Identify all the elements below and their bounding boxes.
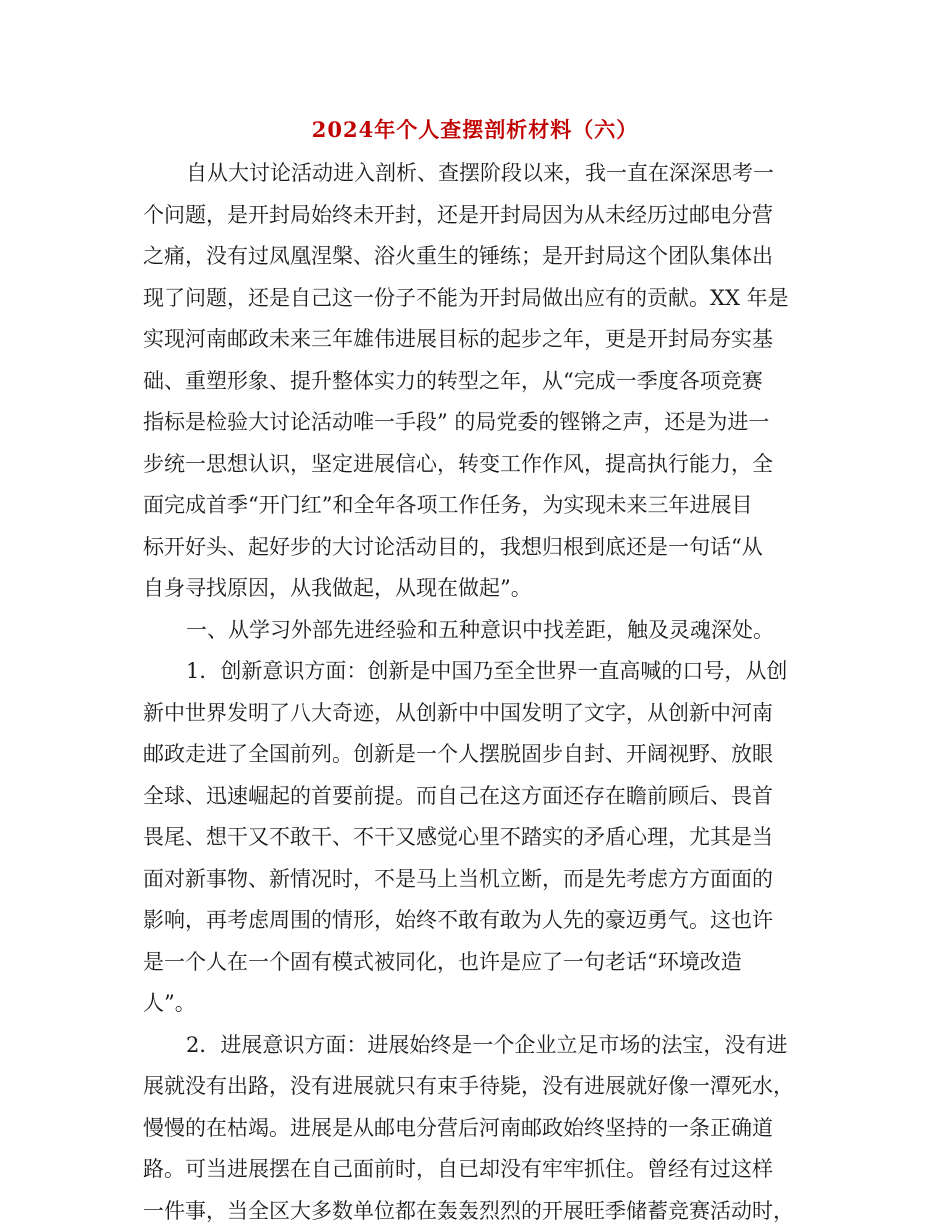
paragraph-line: 面完成首季“开门红”和全年各项工作任务，为实现未来三年进展目 xyxy=(143,493,753,517)
paragraph-line: 慢慢的在枯竭。进展是从邮电分营后河南邮政始终坚持的一条正确道 xyxy=(143,1115,773,1140)
paragraph-line: 2．进展意识方面：进展始终是一个企业立足市场的法宝，没有进 xyxy=(186,1032,788,1057)
paragraph-line: 个问题，是开封局始终未开封，还是开封局因为从未经历过邮电分营 xyxy=(143,202,773,227)
paragraph-line: 指标是检验大讨论活动唯一手段” 的局党委的铿锵之声，还是为进一 xyxy=(143,410,770,434)
document-title: 2024年个人查摆剖析材料（六） xyxy=(311,117,639,142)
paragraph-line: 自从大讨论活动进入剖析、查摆阶段以来，我一直在深深思考一 xyxy=(186,161,774,185)
paragraph-line: 自身寻找原因，从我做起，从现在做起”。 xyxy=(143,576,532,600)
paragraph-line: 邮政走进了全国前列。创新是一个人摆脱固步自封、开阔视野、放眼 xyxy=(143,742,773,766)
paragraph-line: 1．创新意识方面：创新是中国乃至全世界一直高喊的口号，从创 xyxy=(186,659,788,683)
paragraph-line: 人”。 xyxy=(143,991,196,1015)
paragraph-line: 现了问题，还是自己这一份子不能为开封局做出应有的贡献。XX 年是 xyxy=(143,285,789,310)
paragraph-line: 畏尾、想干又不敢干、不干又感觉心里不踏实的矛盾心理，尤其是当 xyxy=(143,825,773,849)
paragraph-line: 路。可当进展摆在自己面前时，自已却没有牢牢抓住。曾经有过这样 xyxy=(143,1157,773,1181)
section-heading: 一、从学习外部先进经验和五种意识中找差距，触及灵魂深处。 xyxy=(186,617,774,642)
paragraph-line: 标开好头、起好步的大讨论活动目的，我想归根到底还是一句话“从 xyxy=(143,534,763,559)
paragraph-line: 影响，再考虑周围的情形，始终不敢有敢为人先的豪迈勇气。这也许 xyxy=(143,908,773,932)
paragraph-line: 一件事，当全区大多数单位都在轰轰烈烈的开展旺季储蓄竞赛活动时， xyxy=(143,1198,794,1223)
paragraph-line: 新中世界发明了八大奇迹，从创新中中国发明了文字，从创新中河南 xyxy=(143,700,773,725)
paragraph-line: 础、重塑形象、提升整体实力的转型之年，从“完成一季度各项竞赛 xyxy=(143,368,763,393)
paragraph-line: 展就没有出路，没有进展就只有束手待毙，没有进展就好像一潭死水， xyxy=(143,1074,794,1098)
paragraph-line: 面对新事物、新情况时，不是马上当机立断，而是先考虑方方面面的 xyxy=(143,866,773,891)
paragraph-line: 之痛，没有过凤凰涅槃、浴火重生的锤练；是开封局这个团队集体出 xyxy=(143,244,773,268)
paragraph-line: 实现河南邮政未来三年雄伟进展目标的起步之年，更是开封局夯实基 xyxy=(143,327,773,351)
paragraph-line: 步统一思想认识，坚定进展信心，转变工作作风，提高执行能力，全 xyxy=(143,451,773,476)
paragraph-line: 是一个人在一个固有模式被同化，也许是应了一句老话“环境改造 xyxy=(143,949,742,974)
paragraph-line: 全球、迅速崛起的首要前提。而自己在这方面还存在瞻前顾后、畏首 xyxy=(143,783,773,808)
